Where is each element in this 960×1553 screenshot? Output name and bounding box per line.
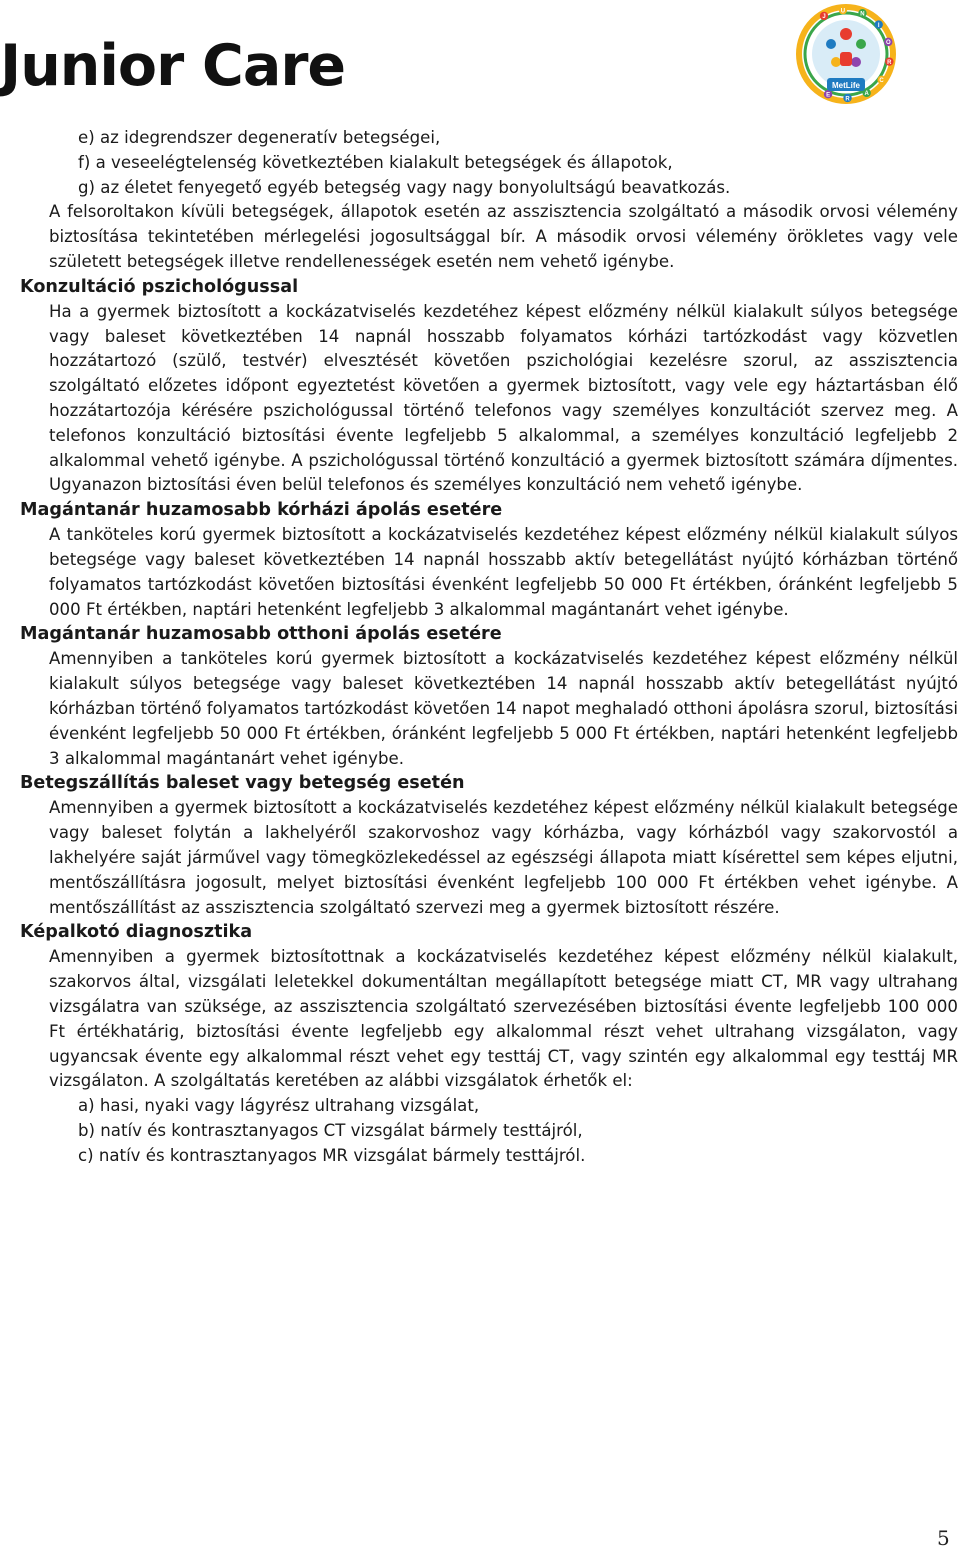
section-body: Amennyiben a gyermek biztosítottnak a kockázatviselés kezdetéhez képest előzmény nélkül kialakult, szakorvos által, vizsgálati leletekkel dokumentáltan megállapított betegsége miatt CT, MR vagy ultrahang vizsgálatra van szüksége, az asszisztencia szolgáltató szervezésében biztosítási évente legfeljebb 100 000 Ft értékhatárig, biztosítási évente legfeljebb egy alkalommal részt vehet ultrahang vizsgálaton, vagy ugyancsak évente egy alkalommal részt vehet egy testtáj CT, vagy szintén egy alkalommal egy testtáj MR vizsgálaton. A szolgáltatás keretében az alábbi vizsgálatok érhetők el: bbox=[49, 947, 958, 1091]
logo-letter: O bbox=[885, 40, 891, 47]
page-header bbox=[0, 0, 960, 112]
logo-letter: U bbox=[840, 8, 846, 15]
section-title: Konzultáció pszichológussal bbox=[20, 276, 299, 297]
section-body: Amennyiben a gyermek biztosított a kockázatviselés kezdetéhez képest előzmény nélkül kialakult betegsége vagy baleset folytán a lakhelyéről szakorvoshoz vagy kórházba, vagy kórházból vagy szakorvostól a lakhelyére saját járművel vagy tömegközlekedéssel az egészségi állapota miatt kísérettel sem képes eljutni, mentőszállításra jogosult, melyet biztosítási évenként legfeljebb 100 000 Ft értékben vehet igénybe. A mentőszállítást az asszisztencia szolgáltató szervezi meg a gyermek biztosított részére. bbox=[49, 798, 958, 917]
list-item: f) a veseelégtelenség következtében kialakult betegségek és állapotok, bbox=[78, 152, 673, 172]
logo-letter: N bbox=[860, 11, 865, 18]
logo-letter: R bbox=[887, 59, 892, 66]
logo-letter: A bbox=[864, 91, 869, 98]
intro-block bbox=[20, 126, 958, 275]
brand-logo-text: Junior Care bbox=[0, 33, 346, 99]
list-item: g) az életet fenyegető egyéb betegség vagy nagy bonyolultságú beavatkozás. bbox=[78, 177, 731, 197]
intro-paragraph: A felsoroltakon kívüli betegségek, állapotok esetén az asszisztencia szolgáltató a második orvosi vélemény biztosítása tekintetében mérlegelési jogosultsággal bír. A második orvosi vélemény örökletes vagy vele született betegségek illetve rendellenességek esetén nem vehető igénybe. bbox=[49, 202, 958, 271]
section-tutor-home bbox=[20, 622, 958, 771]
list-item: a) hasi, nyaki vagy lágyrész ultrahang vizsgálat, bbox=[78, 1096, 480, 1116]
logo-letter: J bbox=[822, 14, 826, 21]
logo-letter: R bbox=[845, 96, 850, 103]
section-psychologist bbox=[20, 275, 958, 498]
section-body: A tanköteles korú gyermek biztosított a kockázatviselés kezdetéhez képest előzmény nélkül kialakult súlyos betegsége vagy baleset következtében 14 napnál hosszabb aktív betegellátást nyújtó kórházban történő folyamatos tartózkodást követően biztosítási évenként legfeljebb 50 000 Ft értékben, óránként legfeljebb 5 000 Ft értékben, naptári hetenként legfeljebb 3 alkalommal magántanárt vehet igénybe. bbox=[49, 525, 958, 619]
section-title: Magántanár huzamosabb kórházi ápolás esetére bbox=[20, 500, 503, 521]
section-body: Ha a gyermek biztosított a kockázatviselés kezdetéhez képest előzmény nélkül kialakult súlyos betegsége vagy baleset következtében 14 napnál hosszabb folyamatos kórházi tartózkodást vagy közvetlen hozzátartozó (szülő, testvér) elvesztését követően pszichológiai kezelésre szorul, az asszisztencia szolgáltató előzetes időpont egyeztetést követően a gyermek biztosított, vagy vele egy háztartásban élő hozzátartozója kérésére pszichológussal történő telefonos vagy személyes konzultációt szervez meg. A telefonos konzultáció biztosítási évente legfeljebb 5 alkalommal, a személyes konzultáció legfeljebb 2 alkalommal vehető igénybe. A pszichológussal történő konzultáció a gyermek biztosított számára díjmentes. Ugyanazon biztosítási éven belül telefonos és személyes konzultáció nem vehető igénybe. bbox=[49, 301, 958, 495]
logo-letter: E bbox=[826, 92, 831, 99]
list-item: b) natív és kontrasztanyagos CT vizsgálat bármely testtájról, bbox=[78, 1120, 583, 1140]
section-title: Magántanár huzamosabb otthoni ápolás esetére bbox=[20, 624, 502, 645]
metlife-mark: MetLife bbox=[832, 81, 860, 90]
junior-care-logo-icon bbox=[796, 4, 896, 104]
section-patient-transport bbox=[20, 771, 958, 920]
logo-letter: I bbox=[877, 22, 880, 29]
logo-letter: C bbox=[879, 78, 884, 85]
list-item: c) natív és kontrasztanyagos MR vizsgálat bármely testtájról. bbox=[78, 1145, 586, 1165]
section-body: Amennyiben a tanköteles korú gyermek biztosított a kockázatviselés kezdetéhez képest előzmény nélkül kialakult súlyos betegsége vagy baleset következtében 14 napnál hosszabb aktív betegellátást nyújtó kórházban történő folyamatos tartózkodást követően 14 napot meghaladó otthoni ápolásra szorul, biztosítási évenként legfeljebb 50 000 Ft értékben, óránként legfeljebb 5 000 Ft értékben, naptári hetenként legfeljebb 3 alkalommal magántanárt vehet igénybe. bbox=[49, 649, 958, 768]
section-tutor-hospital bbox=[20, 498, 958, 622]
list-item: e) az idegrendszer degeneratív betegségei, bbox=[78, 128, 441, 147]
section-title: Képalkotó diagnosztika bbox=[20, 922, 253, 943]
page-number: 5 bbox=[937, 1526, 950, 1550]
page-body bbox=[20, 126, 958, 1168]
section-title: Betegszállítás baleset vagy betegség esetén bbox=[20, 773, 465, 794]
section-imaging-diagnostics bbox=[20, 920, 958, 1168]
